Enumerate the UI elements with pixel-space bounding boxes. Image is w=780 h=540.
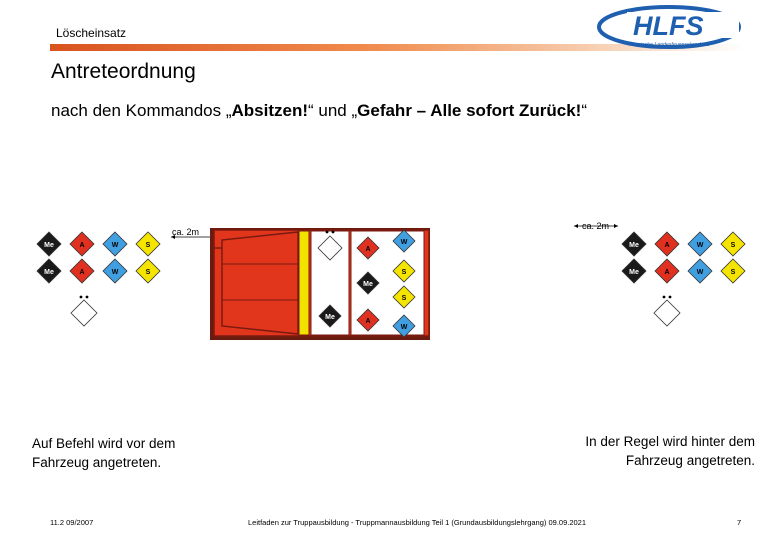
leader-marker [326,231,329,234]
troop-label-w: W [696,242,704,249]
troop-symbol-w [103,259,127,283]
troop-symbol-s [721,232,745,256]
troop-label-me: Me [629,242,639,249]
distance-right: ca. 2m [582,221,610,231]
troop-label-a: A [365,318,371,325]
troop-symbol-w [688,232,712,256]
vehicle-caption: Sitzordnung der Gruppe in Fahrzeugen mit Gruppenkabine [434,266,558,298]
troop-label-w: W [400,239,408,246]
leader-marker [663,296,666,299]
leader-marker [80,296,83,299]
troop-symbol-a [70,232,94,256]
troop-symbol-s [136,259,160,283]
troop-symbol-a [655,259,679,283]
troop-symbol-me [622,232,646,256]
troop-symbol-s [136,232,160,256]
troop-symbol-a [70,259,94,283]
troop-label-s: S [145,242,151,249]
troop-label-me: Me [44,269,54,276]
footer-version: 11.2 09/2007 [50,518,94,527]
troop-label-w: W [696,269,704,276]
troop-label-s: S [145,269,151,276]
troop-symbol-me [37,259,61,283]
caption-front: Auf Befehl wird vor dem Fahrzeug angetreten. [32,436,176,470]
footer-title: Leitfaden zur Truppausbildung - Truppmannausbildung Teil 1 (Grundausbildungslehrgang) 09.09.2021 [248,518,587,527]
vehicle-yellow-strip [299,231,309,335]
logo-text: HLFS [633,11,704,41]
troop-label-me: Me [629,269,639,276]
troop-label-w: W [111,242,119,249]
leader-marker [669,296,672,299]
hlfs-logo [597,4,747,50]
troop-label-a: A [79,242,85,249]
troop-label-a: A [79,269,85,276]
command-gefahr: Gefahr – Alle sofort Zurück! [357,101,582,120]
logo-subtext: Hessische Landesfeuerwehrschule [629,42,710,48]
troop-label-s: S [401,269,407,276]
slide-title: Antreteordnung [51,60,196,83]
formation-diagram [0,200,780,350]
troop-label-w: W [111,269,119,276]
troop-symbol-w [688,259,712,283]
troop-symbol-me [622,259,646,283]
command-absitzen: Absitzen! [231,101,308,120]
troop-symbol-w [103,232,127,256]
troop-label-me: Me [44,242,54,249]
troop-label-s: S [730,242,736,249]
troop-label-me: Me [325,314,335,321]
troop-label-a: A [664,269,670,276]
troop-symbol-s [721,259,745,283]
slide-subtitle: nach den Kommandos „Absitzen!“ und „Gefahr – Alle sofort Zurück!“ [51,101,587,120]
distance-left: ca. 2m [172,227,200,237]
section-label: Löscheinsatz [56,26,127,40]
caption-rear: In der Regel wird hinter dem Fahrzeug angetreten. [585,434,755,468]
troop-symbol-a [655,232,679,256]
troop-symbol-leader [71,296,97,326]
troop-label-w: W [400,324,408,331]
troop-label-a: A [365,246,371,253]
page-number: 7 [737,518,742,527]
leader-marker [332,231,335,234]
leader-marker [86,296,89,299]
troop-label-me: Me [363,281,373,288]
troop-symbol-me [37,232,61,256]
troop-symbol-leader [654,296,680,326]
troop-label-s: S [401,295,407,302]
troop-label-s: S [730,269,736,276]
troop-label-a: A [664,242,670,249]
